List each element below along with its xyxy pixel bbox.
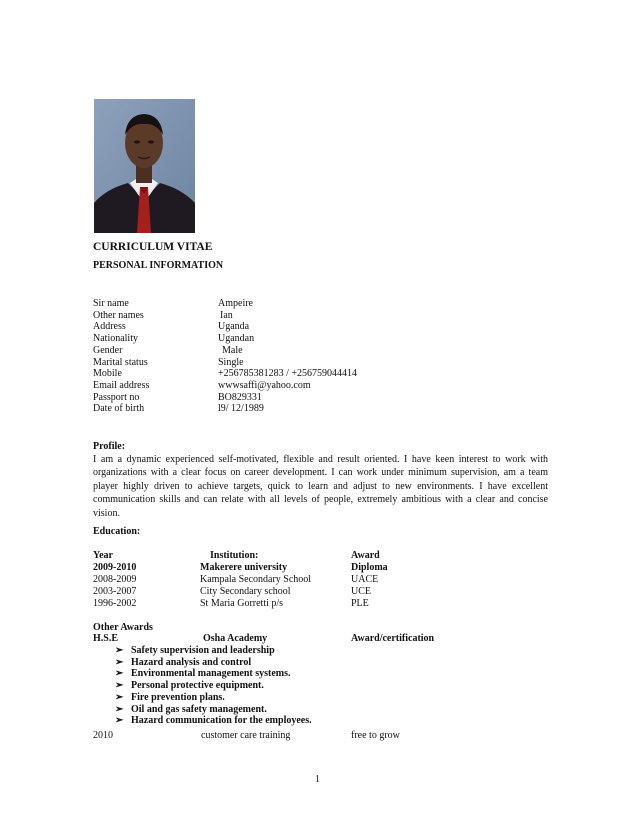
awards-last-provider: free to grow [351, 730, 400, 741]
profile-text: I am a dynamic experienced self-motivated, flexible and result oriented. I have keen interest to work with organizations with a clear focus on career development. I can work under minimum supervision, am a team player highly driven to achieve targets, quick to learn and adjust to new environments. I have excellent communication skills and can relate with all levels of people, extremely ambitious with a clear and concise vision. [93, 454, 548, 519]
education-col-year: Year [93, 550, 113, 561]
award-item-text: Fire prevention plans. [131, 691, 225, 703]
personal-label: Other names [93, 309, 144, 321]
award-item [115, 704, 267, 715]
personal-label: Marital status [93, 356, 148, 368]
education-col-award: Award [351, 550, 380, 561]
awards-last-course: customer care training [201, 730, 291, 741]
award-item [115, 692, 225, 703]
personal-label: Gender [93, 344, 123, 356]
arrow-bullet-icon: ➢ [115, 656, 124, 668]
award-item-text: Environmental management systems. [131, 668, 291, 680]
document-title: CURRICULUM VITAE [93, 241, 213, 253]
education-award: Diploma [351, 562, 388, 573]
personal-value: Male [222, 344, 243, 356]
education-award: UACE [351, 574, 379, 585]
personal-value: Uganda [218, 321, 250, 333]
arrow-bullet-icon: ➢ [115, 668, 124, 680]
personal-label: Mobile [93, 368, 122, 380]
awards-header-award: Award/certification [351, 633, 435, 644]
personal-value: wwwsaffi@yahoo.com [218, 379, 311, 391]
award-item-text: Oil and gas safety management. [131, 703, 267, 715]
award-item [115, 715, 312, 726]
awards-last-year: 2010 [93, 730, 113, 741]
education-year: 1996-2002 [93, 598, 137, 609]
personal-label: Date of birth [93, 403, 145, 415]
award-item [115, 668, 291, 679]
education-institution: Makerere university [200, 562, 288, 573]
education-year: 2009-2010 [93, 562, 137, 573]
award-item [115, 680, 264, 691]
education-award: PLE [351, 598, 369, 609]
personal-value: Ampeire [218, 298, 253, 309]
award-item [115, 657, 251, 668]
award-item-text: Hazard analysis and control [131, 656, 252, 668]
education-col-institution: Institution: [210, 550, 259, 561]
personal-label: Sir name [93, 298, 129, 309]
personal-value: +256785381283 / +256759044414 [218, 368, 358, 380]
arrow-bullet-icon: ➢ [115, 715, 124, 727]
profile-photo [94, 99, 195, 233]
arrow-bullet-icon: ➢ [115, 645, 124, 656]
personal-label: Email address [93, 379, 150, 391]
education-heading: Education: [93, 526, 141, 537]
arrow-bullet-icon: ➢ [115, 691, 124, 703]
award-item-text: Hazard communication for the employees. [131, 715, 312, 727]
personal-value: Ugandan [218, 333, 255, 345]
education-institution: Kampala Secondary School [200, 574, 312, 585]
awards-header-institution: Osha Academy [203, 633, 268, 644]
arrow-bullet-icon: ➢ [115, 680, 124, 692]
personal-label: Passport no [93, 391, 140, 403]
education-award: UCE [351, 586, 371, 597]
education-institution: City Secondary school [200, 586, 291, 597]
education-year: 2008-2009 [93, 574, 137, 585]
personal-value: l9/ 12/1989 [218, 403, 264, 415]
portrait-image [94, 99, 195, 233]
award-item [115, 645, 275, 656]
awards-header-category: H.S.E [93, 633, 119, 644]
personal-label: Address [93, 321, 126, 333]
education-institution: St Maria Gorretti p/s [200, 598, 284, 609]
personal-label: Nationality [93, 333, 138, 345]
other-awards-heading: Other Awards [93, 622, 153, 633]
personal-information-heading: PERSONAL INFORMATION [93, 260, 224, 271]
personal-value: Ian [220, 309, 233, 321]
profile-heading: Profile: [93, 441, 126, 452]
personal-value: BO829331 [218, 391, 262, 403]
arrow-bullet-icon: ➢ [115, 703, 124, 715]
award-item-text: Personal protective equipment. [131, 680, 264, 692]
page-number: 1 [315, 774, 320, 785]
education-year: 2003-2007 [93, 586, 137, 597]
personal-value: Single [218, 356, 244, 368]
award-item-text: Safety supervision and leadership [131, 645, 275, 656]
